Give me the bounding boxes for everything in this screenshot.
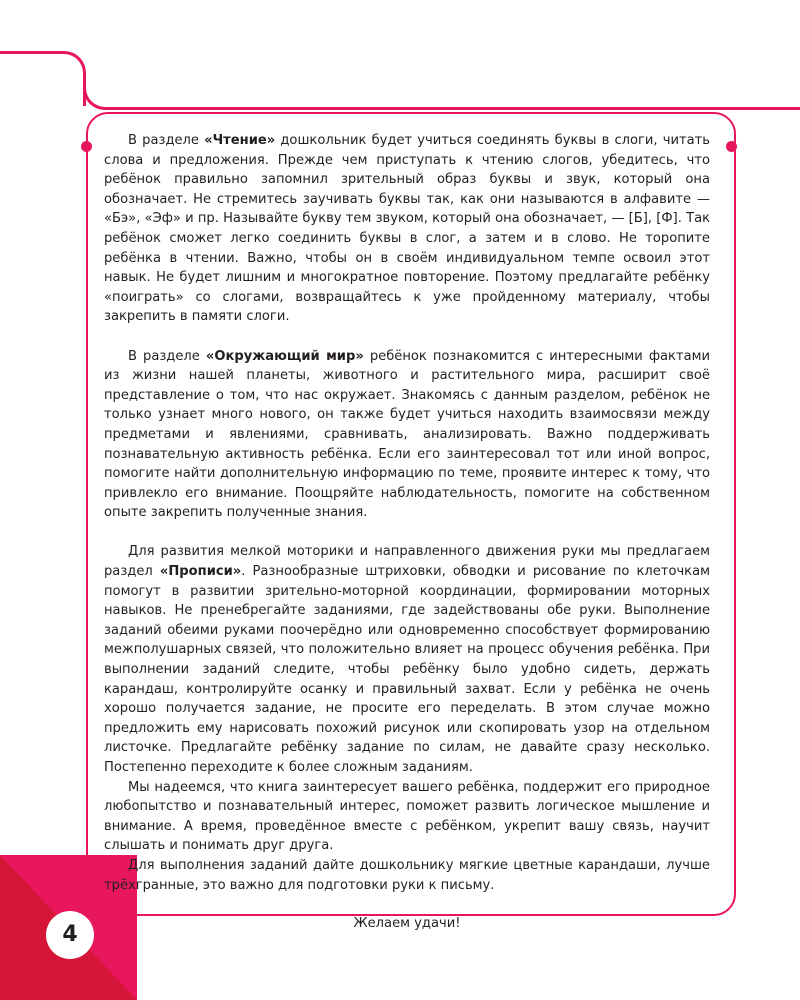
frame-dot-left <box>81 141 92 152</box>
paragraph-hope: Мы надеемся, что книга заинтересует вашего ребёнка, поддержит его природное любопытство и познавательный интерес, поможет развить логическое мышление и внимание. А время, проведённое вместе с ребёнком, укрепит вашу связь, научит слышать и понимать друг друга. <box>104 779 710 854</box>
paragraph-world: В разделе «Окружающий мир» ребёнок познакомится с интересными фактами из жизни нашей планеты, животного и растительного мира, расширит своё представление о том, что нас окружает. Знакомясь с данным разделом, ребёнок не только узнает много нового, он также будет учиться находить взаимосвязи между предметами и явлениями, сравнивать, анализировать. Важно поддерживать познавательную активность ребёнка. Если его заинтересовал тот или иной вопрос, помогите найти дополнительную информацию по теме, проявите интерес к тому, что привлекло его внимание. Поощряйте наблюдательность, помогите на собственном опыте закрепить полученные знания. <box>104 348 711 521</box>
paragraph-reading: В разделе «Чтение» дошкольник будет учиться соединять буквы в слоги, читать слова и предложения. Прежде чем приступать к чтению слогов, убедитесь, что ребёнок правильно запомнил зрительный образ буквы и звук, который она обозначает. Не стремитесь заучивать буквы так, как они называются в алфавите — «Бэ», «Эф» и пр. Называйте букву тем звуком, который она обозначает, — [Б], [Ф]. Так ребёнок сможет легко соединить буквы в слог, а затем и в слово. Не торопите ребёнка в чтении. Важно, чтобы он в своём индивидуальном темпе освоил этот навык. Не будет лишним и многократное повторение. Поэтому предлагайте ребёнку «поиграть» со слогами, возвращайтесь к уже пройденному материалу, чтобы закрепить в памяти слоги. <box>104 133 710 325</box>
closing-wish: Желаем удачи! <box>353 916 461 932</box>
frame-top-bend <box>56 51 86 106</box>
section-name-copybook: «Прописи» <box>159 564 242 580</box>
frame-header-bottom-bend <box>83 80 123 110</box>
frame-dot-right <box>726 141 737 152</box>
body-text <box>104 131 710 934</box>
frame-top-line <box>0 51 60 54</box>
paragraph-copybook: Для развития мелкой моторики и направленного движения руки мы предлагаем раздел «Прописи». Разнообразные штриховки, обводки и рисование по клеточкам помогут в развитии зрительно-моторной координации, формировании моторных навыков. Не пренебрегайте заданиями, где задействованы обе руки. Выполнение заданий обеими руками поочерёдно или одновременно способствует формированию межполушарных связей, что положительно влияет на процесс обучения ребёнка. При выполнении заданий следите, чтобы ребёнку было удобно сидеть, держать карандаш, контролируйте осанку и правильный захват. Если у ребёнка не очень хорошо получается задание, не просите его переделать. В этом случае можно предложить ему нарисовать похожий рисунок или скопировать узор на отдельном листочке. Предлагайте ребёнку задание по силам, не давайте сразу несколько. Постепенно переходите к более сложным заданиям. <box>104 544 710 775</box>
page-number: 4 <box>46 911 94 959</box>
section-name-world: «Окружающий мир» <box>205 348 364 364</box>
frame-header-line <box>120 107 800 110</box>
paragraph-pencils: Для выполнения заданий дайте дошкольнику мягкие цветные карандаши, лучше трёхгранные, это важно для подготовки руки к письму. <box>104 857 710 893</box>
section-name-reading: «Чтение» <box>204 133 276 148</box>
